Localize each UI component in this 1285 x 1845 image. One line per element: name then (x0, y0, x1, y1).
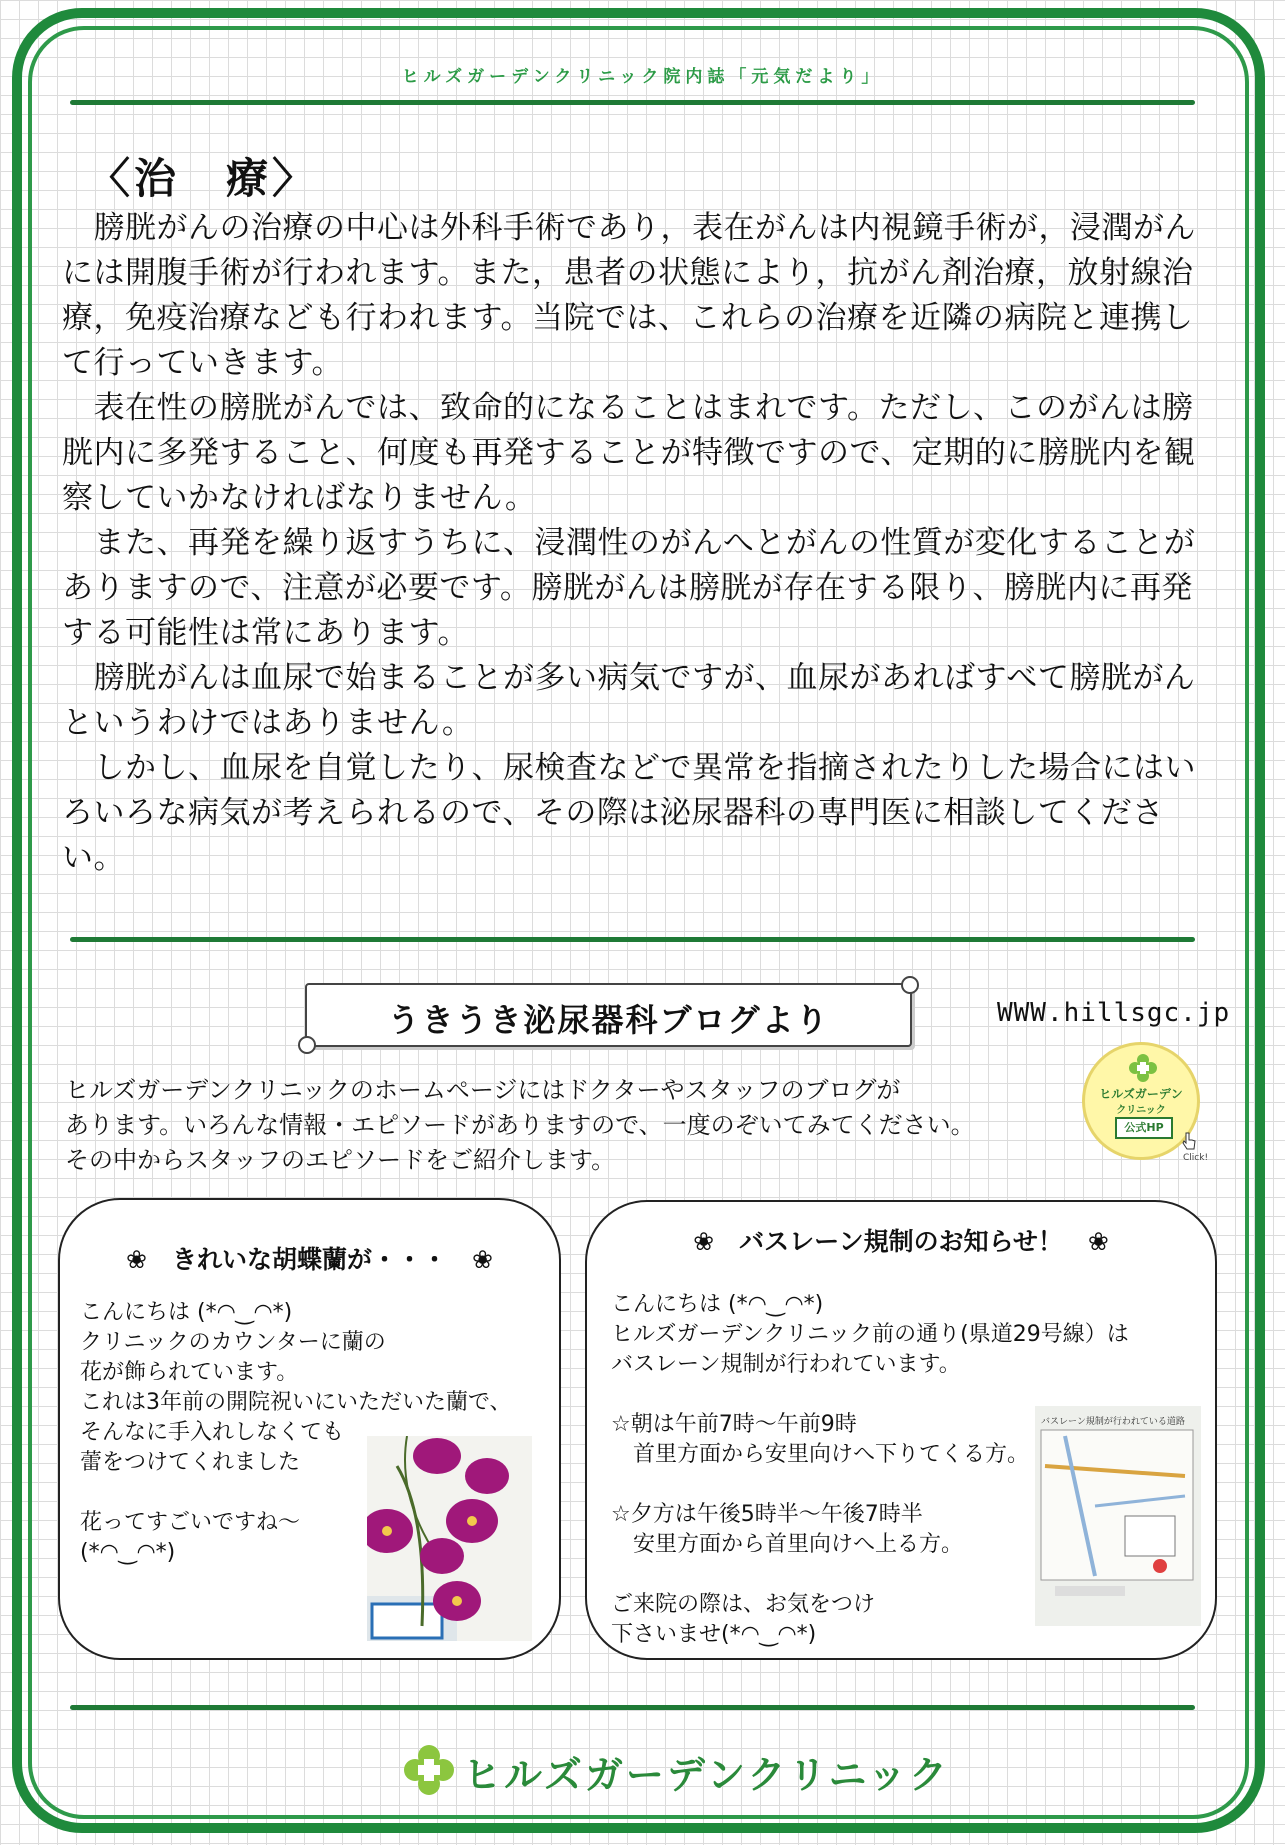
newsletter-title: ヒルズガーデンクリニック院内誌「元気だより」 (401, 67, 884, 87)
paragraph: 表在性の膀胱がんでは、致命的になることはまれです。ただし、このがんは膀胱内に多発すること、何度も再発することが特徴ですので、定期的に膀胱内を観察していかなければなりません。 (62, 390, 1196, 516)
section-heading: 〈治 療〉 (88, 154, 319, 203)
paragraph: しかし、血尿を自覚したり、尿検査などで異常を指摘されたりした場合にはいろいろな病気が考えられるので、その際は泌尿器科の専門医に相談してください。 (62, 750, 1196, 876)
card-text: こんにちは (*◠‿◠*) ヒルズガーデンクリニック前の通り(県道29号線）は バスレーン規制が行われています。 ☆朝は午前7時～午前9時 首里方面から安里向けへ下りてくる方。 ☆夕方は午後5時半～午後7時半 安里方面から首里向けへ上る方。 ご来院の際は、お気をつけ 下さいませ(*◠‿◠*) (611, 1292, 1129, 1647)
badge-tag: 公式HP (1115, 1117, 1173, 1139)
badge-click-label: Click! (1183, 1153, 1209, 1163)
clinic-name: ヒルズガーデンクリニック (463, 1753, 951, 1797)
intro-line: あります。いろんな情報・エピソードがありますので、一度のぞいてみてください。 (65, 1111, 975, 1139)
hand-cursor-icon (1181, 1131, 1197, 1151)
paragraph: また、再発を繰り返すうちに、浸潤性のがんへとがんの性質が変化することがありますので、注意が必要です。膀胱がんは膀胱が存在する限り、膀胱内に再発する可能性は常にあります。 (62, 525, 1196, 651)
map-caption: バスレーン規制が行われている道路 (1041, 1417, 1185, 1427)
blog-card-bus-lane (585, 1200, 1217, 1660)
paragraph: 膀胱がんは血尿で始まることが多い病気ですが、血尿があればすべて膀胱がんというわけではありません。 (62, 660, 1196, 741)
official-hp-badge[interactable] (1082, 1042, 1209, 1163)
blog-card-orchid (58, 1198, 561, 1660)
badge-sub: クリニック (1116, 1105, 1166, 1116)
treatment-body (62, 206, 1212, 881)
intro-line: その中からスタッフのエピソードをご紹介します。 (65, 1146, 616, 1174)
bus-lane-map (1035, 1406, 1201, 1626)
card-text: こんにちは (*◠‿◠*) クリニックのカウンターに蘭の 花が飾られています。 これは3年前の開院祝いにいただいた蘭で、 そんなに手入れしなくても 蕾をつけてくれました 花ってすごいですね～ (*◠‿◠*) (80, 1300, 512, 1565)
orchid-photo (367, 1436, 532, 1641)
paragraph: 膀胱がんの治療の中心は外科手術であり，表在がんは内視鏡手術が，浸潤がんには開腹手術が行われます。また，患者の状態により，抗がん剤治療，放射線治療，免疫治療なども行われます。当院では、これらの治療を近隣の病院と連携して行っていきます。 (62, 210, 1196, 381)
map-illustration (1035, 1406, 1201, 1626)
clinic-logo (403, 1740, 951, 1800)
orchid-illustration (367, 1436, 532, 1641)
blog-intro (65, 1073, 1045, 1178)
blog-banner (305, 983, 912, 1047)
header-divider (70, 100, 1195, 105)
card-title: ❀ バスレーン規制のお知らせ！ ❀ (693, 1227, 1109, 1256)
section-divider (70, 937, 1195, 942)
clover-icon (403, 1744, 455, 1796)
badge-name: ヒルズガーデン (1099, 1087, 1183, 1101)
footer-divider (70, 1705, 1195, 1710)
blog-banner-label: うきうき泌尿器科ブログより (387, 1001, 830, 1039)
website-url[interactable]: WWW.hillsgc.jp (997, 998, 1231, 1028)
clover-icon (1128, 1053, 1158, 1083)
card-title: ❀ きれいな胡蝶蘭が・・・ ❀ (126, 1245, 493, 1274)
intro-line: ヒルズガーデンクリニックのホームページにはドクターやスタッフのブログが (65, 1076, 901, 1104)
